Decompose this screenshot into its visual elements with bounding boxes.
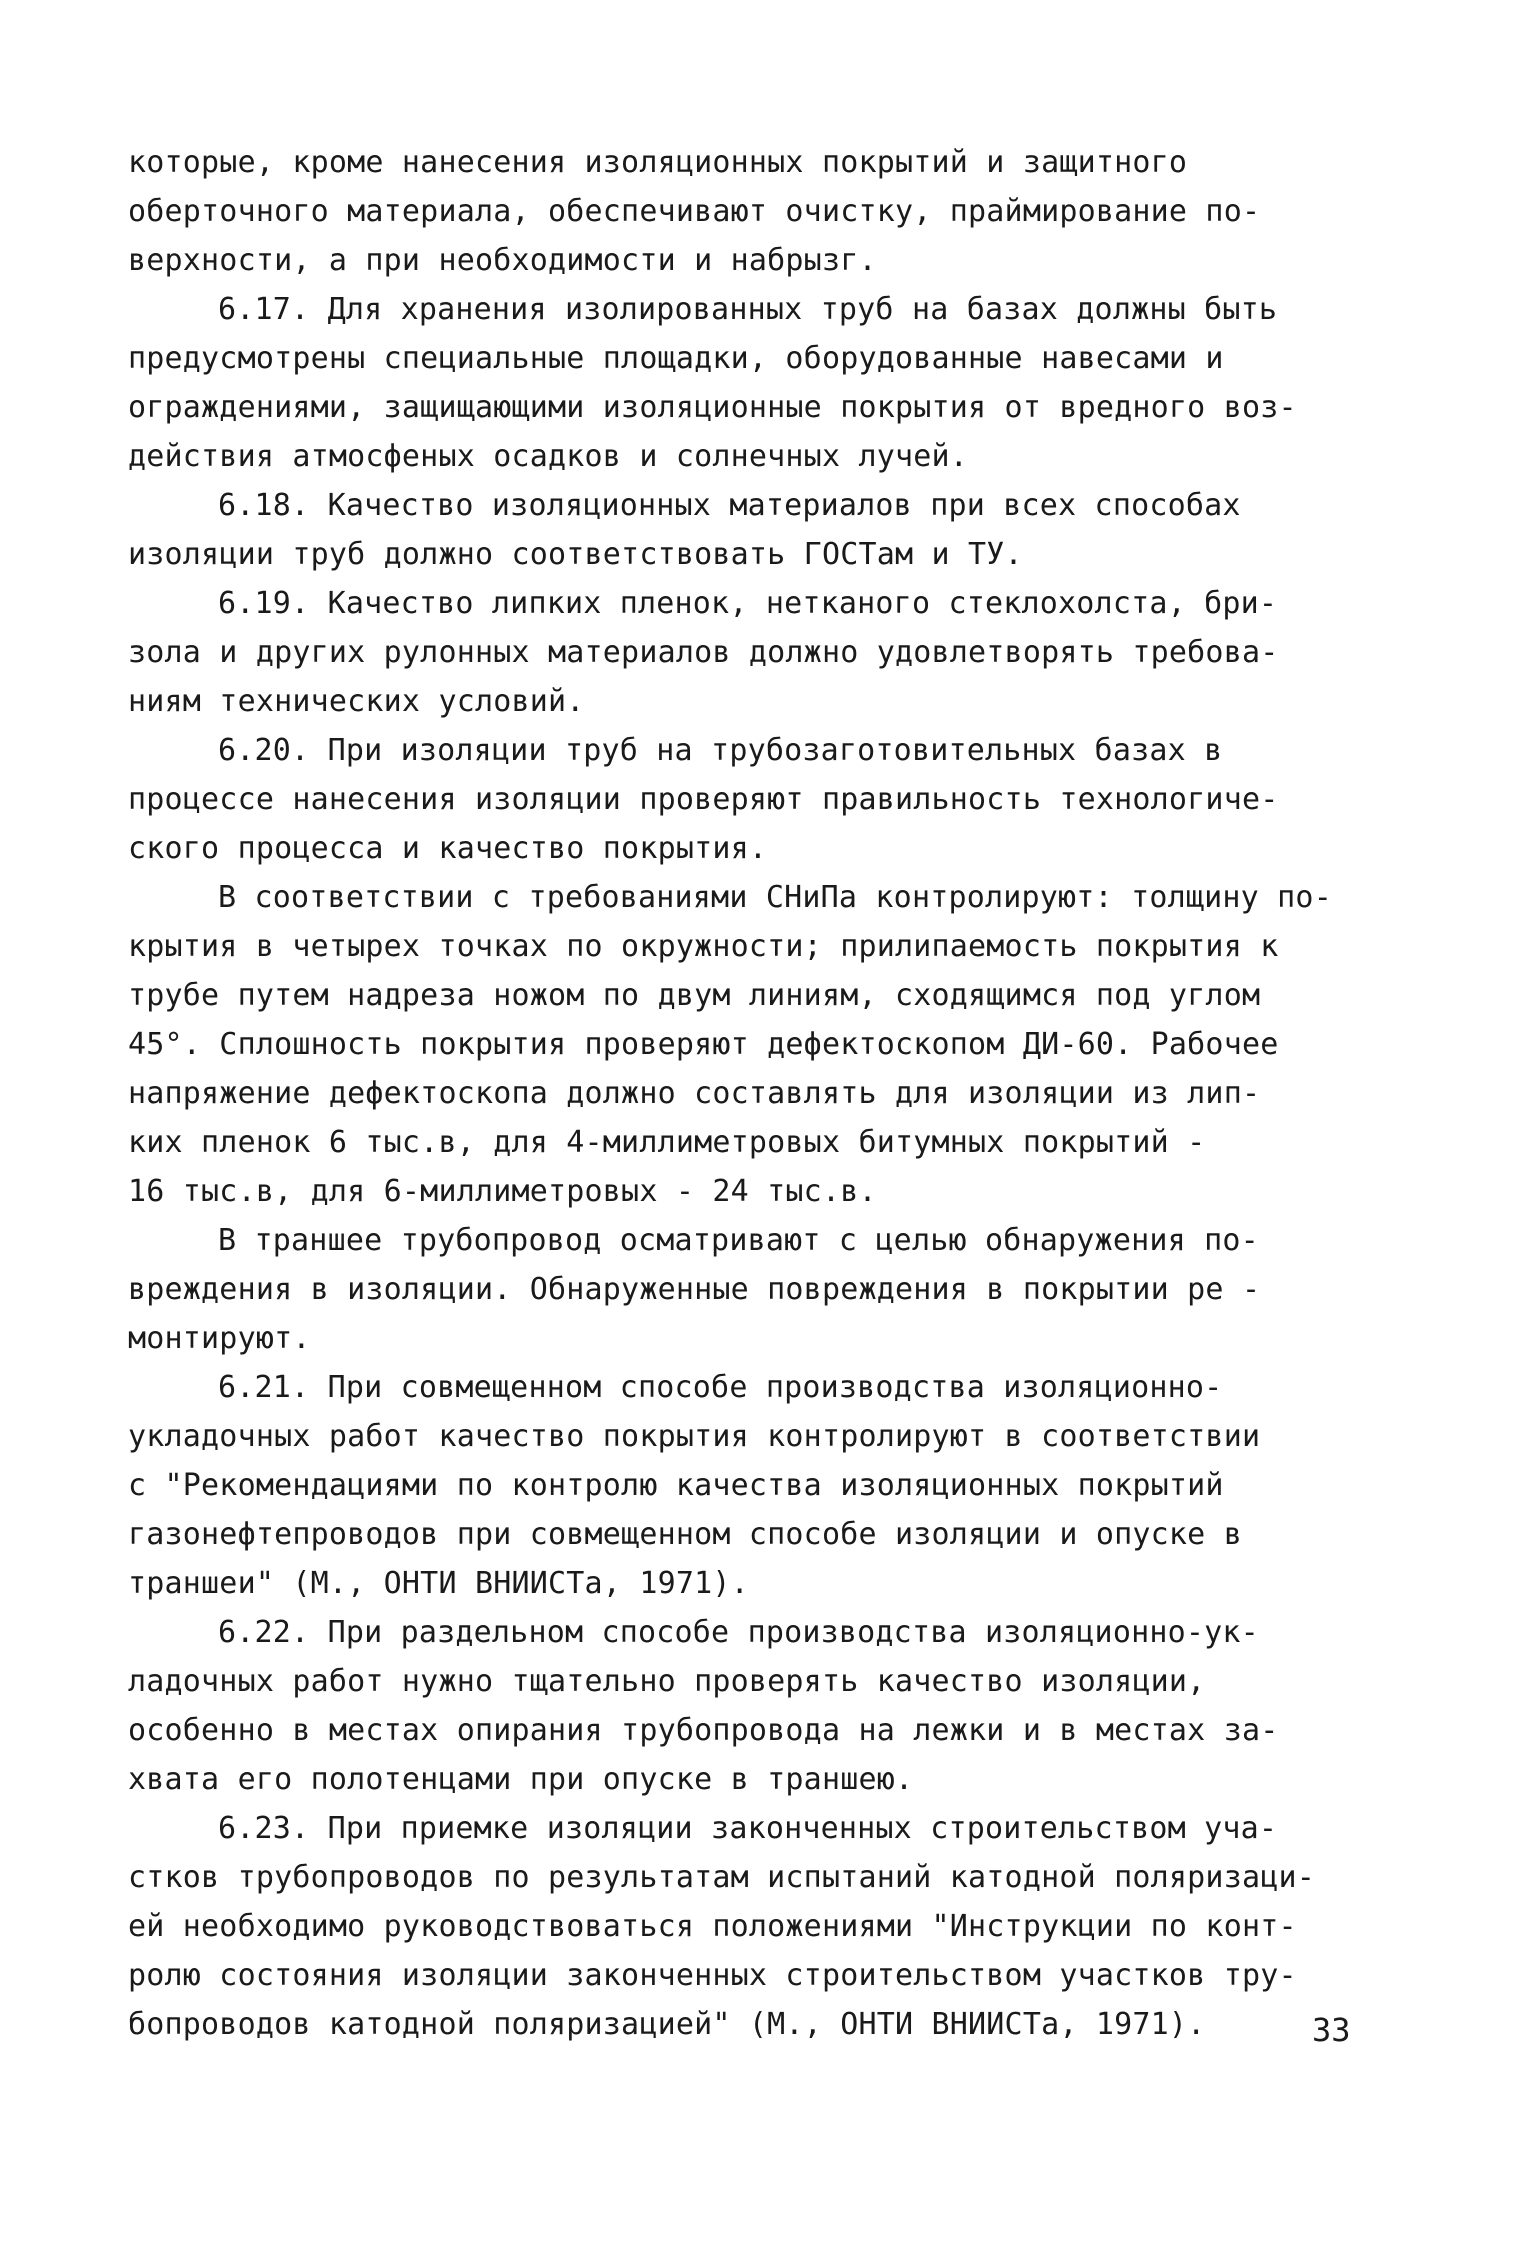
text-line: 45°. Сплошность покрытия проверяют дефектоскопом ДИ-60. Рабочее [128,1027,1279,1062]
text-line: бопроводов катодной поляризацией" (М., ОНТИ ВНИИСТа, 1971). [128,2007,1206,2042]
text-line: напряжение дефектоскопа должно составлять для изоляции из лип- [128,1076,1261,1111]
text-line: ких пленок 6 тыс.в, для 4-миллиметровых битумных покрытий - [128,1125,1206,1160]
text-line: 6.23. При приемке изоляции законченных строительством уча- [218,1811,1278,1846]
text-line: вреждения в изоляции. Обнаруженные повреждения в покрытии ре - [128,1272,1261,1307]
text-line: ского процесса и качество покрытия. [128,831,768,866]
text-line: 16 тыс.в, для 6-миллиметровых - 24 тыс.в. [128,1174,877,1209]
text-line: 6.20. При изоляции труб на трубозаготовительных базах в [218,733,1223,768]
text-line: укладочных работ качество покрытия контролируют в соответствии [128,1419,1261,1454]
text-line: 6.19. Качество липких пленок, нетканого стеклохолста, бри- [218,586,1278,621]
text-line: ниям технических условий. [128,684,585,719]
page-number: 33 [1312,2011,1351,2049]
text-line: В соответствии с требованиями СНиПа контролируют: толщину по- [218,880,1332,915]
text-line: траншеи" (М., ОНТИ ВНИИСТа, 1971). [128,1566,749,1601]
text-line: особенно в местах опирания трубопровода на лежки и в местах за- [128,1713,1279,1748]
text-line: трубе путем надреза ножом по двум линиям, сходящимся под углом [128,978,1261,1013]
text-line: которые, кроме нанесения изоляционных покрытий и защитного [128,145,1188,180]
text-line: монтируют. [128,1321,311,1356]
body-text [128,138,1408,2049]
text-line: изоляции труб должно соответствовать ГОСТам и ТУ. [128,537,1023,572]
text-line: 6.18. Качество изоляционных материалов при всех способах [218,488,1241,523]
text-line: хвата его полотенцами при опуске в траншею. [128,1762,914,1797]
text-line: ролю состояния изоляции законченных строительством участков тру- [128,1958,1297,1993]
text-line: ладочных работ нужно тщательно проверять качество изоляции, [128,1664,1206,1699]
text-line: предусмотрены специальные площадки, оборудованные навесами и [128,341,1224,376]
text-line: 6.22. При раздельном способе производства изоляционно-ук- [218,1615,1259,1650]
text-line: стков трубопроводов по результатам испытаний катодной поляризаци- [128,1860,1315,1895]
text-line: ограждениями, защищающими изоляционные покрытия от вредного воз- [128,390,1297,425]
text-line: 6.17. Для хранения изолированных труб на базах должны быть [218,292,1278,327]
text-line: В траншее трубопровод осматривают с целью обнаружения по- [218,1223,1259,1258]
text-line: зола и других рулонных материалов должно удовлетворять требова- [128,635,1279,670]
text-line: крытия в четырех точках по окружности; прилипаемость покрытия к [128,929,1279,964]
text-line: ей необходимо руководствоваться положениями "Инструкции по конт- [128,1909,1297,1944]
text-line: верхности, а при необходимости и набрызг. [128,243,877,278]
text-line: действия атмосфеных осадков и солнечных лучей. [128,439,969,474]
text-line: 6.21. При совмещенном способе производства изоляционно- [218,1370,1223,1405]
text-line: с "Рекомендациями по контролю качества изоляционных покрытий [128,1468,1224,1503]
text-line: газонефтепроводов при совмещенном способе изоляции и опуске в [128,1517,1242,1552]
text-line: оберточного материала, обеспечивают очистку, праймирование по- [128,194,1261,229]
text-line: процессе нанесения изоляции проверяют правильность технологиче- [128,782,1279,817]
